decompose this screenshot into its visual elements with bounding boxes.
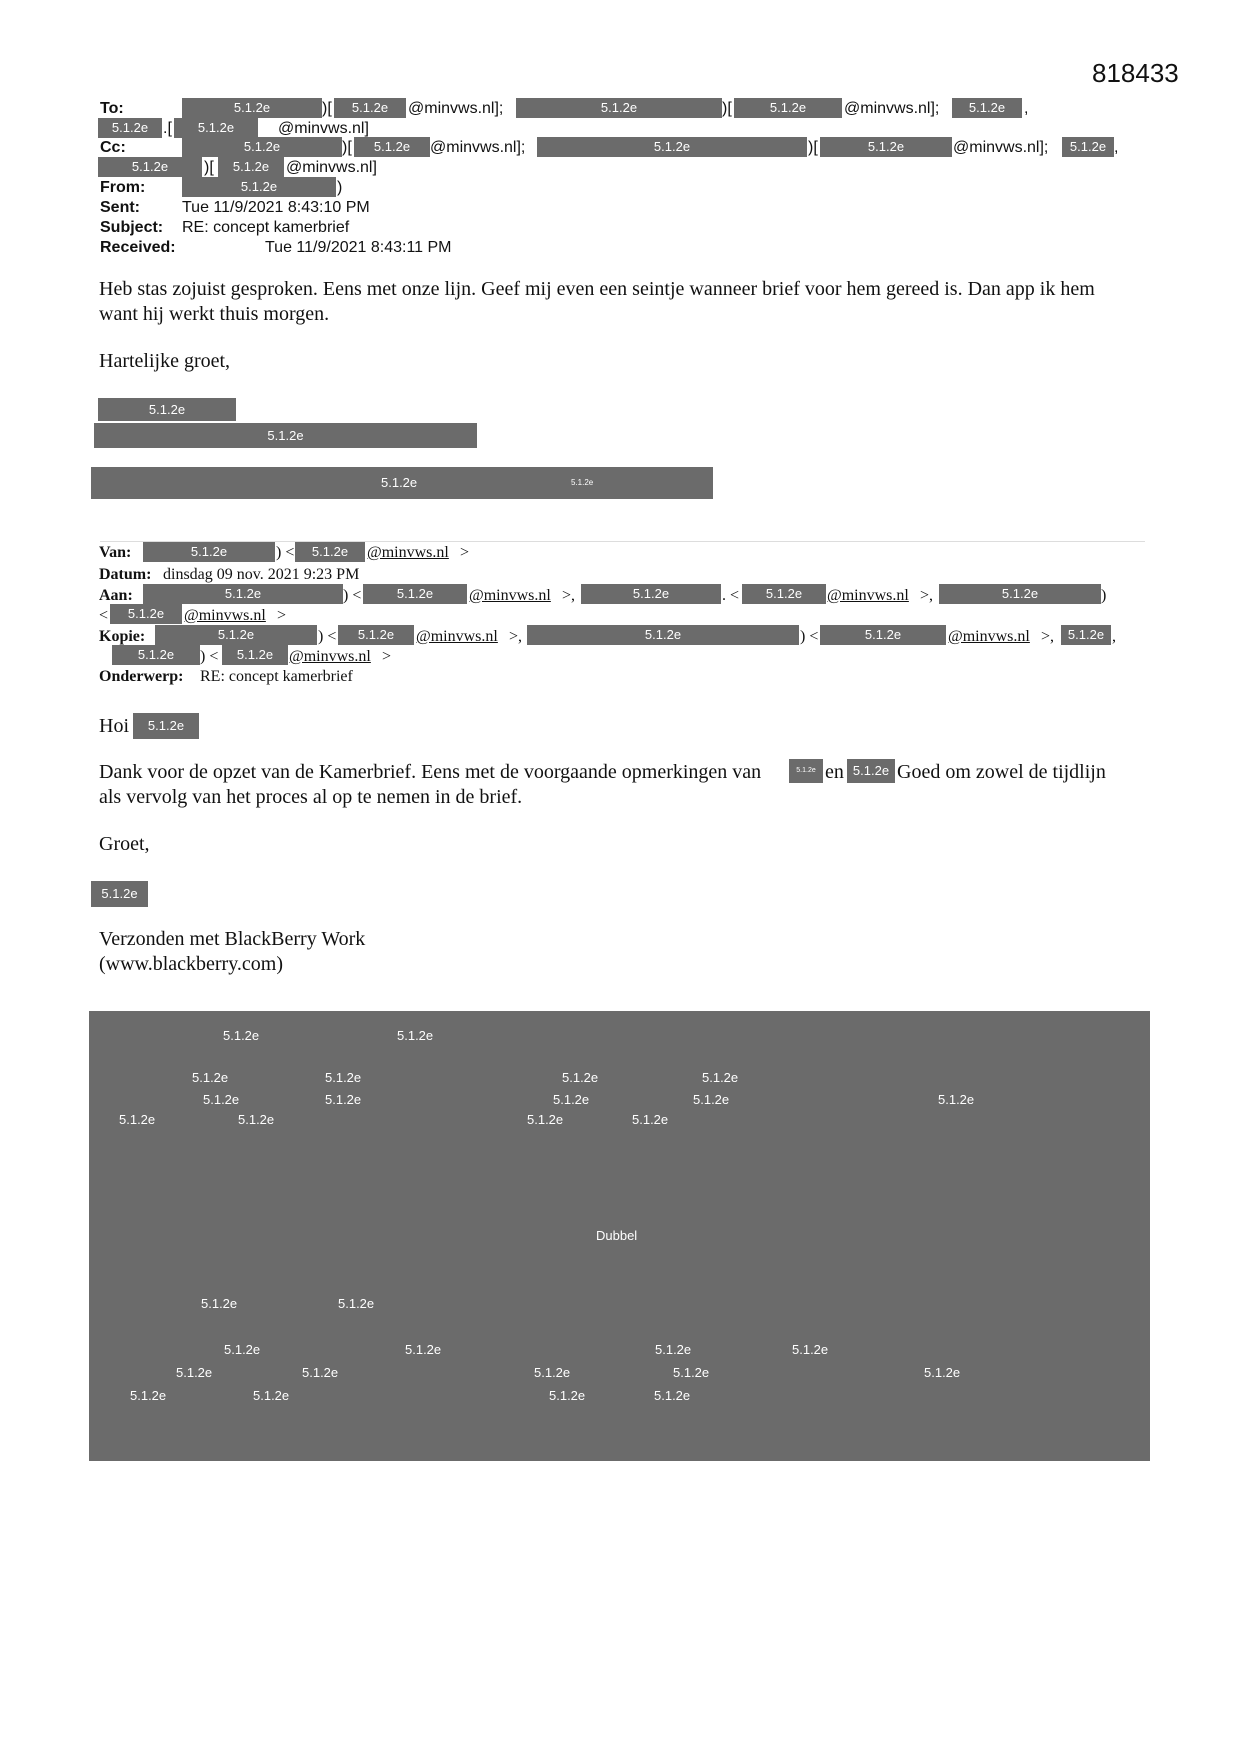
separator: ) < bbox=[318, 628, 337, 645]
redaction-label: 5.1.2e bbox=[325, 1092, 362, 1107]
signature-redaction: 5.1.2e bbox=[94, 423, 477, 448]
blackberry-line1: Verzonden met BlackBerry Work bbox=[99, 928, 366, 950]
van-label: Van: bbox=[99, 544, 132, 561]
separator: , bbox=[1112, 628, 1116, 645]
redaction-label: 5.1.2e bbox=[632, 1112, 669, 1127]
redaction-label: 5.1.2e bbox=[534, 1365, 571, 1380]
email-link[interactable]: @minvws.nl bbox=[367, 544, 449, 561]
separator: < bbox=[99, 607, 109, 624]
redaction-label: 5.1.2e bbox=[238, 1112, 275, 1127]
message2-body-line2: als vervolg van het proces al op te nemen in de brief. bbox=[99, 786, 523, 808]
separator: >, bbox=[509, 628, 523, 645]
separator: )[ bbox=[322, 100, 332, 117]
separator: > bbox=[382, 648, 392, 665]
message1-closing: Hartelijke groet, bbox=[99, 350, 231, 372]
separator: .[ bbox=[163, 120, 172, 137]
redaction: 5.1.2e bbox=[110, 604, 182, 624]
separator: >, bbox=[562, 587, 576, 604]
separator: > bbox=[460, 544, 470, 561]
redaction-label: 5.1.2e bbox=[924, 1365, 961, 1380]
email-domain: @minvws.nl]; bbox=[844, 100, 940, 117]
redaction-label: 5.1.2e bbox=[693, 1092, 730, 1107]
dubbel-label: Dubbel bbox=[596, 1228, 638, 1243]
to-label: To: bbox=[100, 100, 124, 117]
sent-value: Tue 11/9/2021 8:43:10 PM bbox=[182, 199, 370, 216]
separator: >, bbox=[1041, 628, 1055, 645]
datum-label: Datum: bbox=[99, 566, 152, 583]
email-link[interactable]: @minvws.nl bbox=[416, 628, 498, 645]
cc-label: Cc: bbox=[100, 139, 126, 156]
sent-label: Sent: bbox=[100, 199, 140, 216]
separator: > bbox=[277, 607, 287, 624]
redaction: 5.1.2e bbox=[182, 177, 336, 197]
aan-label: Aan: bbox=[99, 587, 133, 604]
redaction: 5.1.2e bbox=[354, 137, 430, 157]
redaction: 5.1.2e bbox=[820, 137, 952, 157]
email-link[interactable]: @minvws.nl bbox=[827, 587, 909, 604]
redaction-label: 5.1.2e bbox=[654, 1388, 691, 1403]
separator: ) < bbox=[343, 587, 362, 604]
redaction: 5.1.2e bbox=[155, 625, 317, 645]
separator: ) < bbox=[800, 628, 819, 645]
email-domain: @minvws.nl]; bbox=[953, 139, 1049, 156]
redaction: 5.1.2e bbox=[182, 137, 342, 157]
redaction: 5.1.2e bbox=[363, 584, 467, 604]
redaction-label: 5.1.2e bbox=[325, 1070, 362, 1085]
redaction: 5.1.2e bbox=[742, 584, 826, 604]
redaction: 5.1.2e bbox=[952, 98, 1022, 118]
signature-redaction: 5.1.2e bbox=[91, 881, 148, 907]
redaction: 5.1.2e bbox=[820, 625, 946, 645]
from-label: From: bbox=[100, 179, 146, 196]
separator: )[ bbox=[204, 159, 214, 176]
redaction: 5.1.2e bbox=[222, 645, 288, 665]
redaction-label: 5.1.2e bbox=[702, 1070, 739, 1085]
redaction: 5.1.2e bbox=[295, 542, 365, 562]
redaction: 5.1.2e bbox=[516, 98, 722, 118]
redaction-label: 5.1.2e bbox=[549, 1388, 586, 1403]
redaction: 5.1.2e bbox=[581, 584, 721, 604]
redaction: 5.1.2e bbox=[939, 584, 1101, 604]
redaction-label-tiny: 5.1.2e bbox=[571, 478, 594, 487]
signature-redaction bbox=[91, 467, 713, 499]
redaction-label: 5.1.2e bbox=[792, 1342, 829, 1357]
redaction-label: 5.1.2e bbox=[253, 1388, 290, 1403]
subject-value: RE: concept kamerbrief bbox=[182, 219, 350, 236]
separator: )[ bbox=[722, 100, 732, 117]
separator: ) < bbox=[276, 544, 295, 561]
redaction-label: 5.1.2e bbox=[176, 1365, 213, 1380]
blackberry-line2: (www.blackberry.com) bbox=[99, 953, 283, 975]
received-value: Tue 11/9/2021 8:43:11 PM bbox=[265, 239, 452, 256]
redacted-footer-block bbox=[89, 1011, 1150, 1461]
redaction: 5.1.2e bbox=[143, 542, 275, 562]
redaction: 5.1.2e bbox=[143, 584, 343, 604]
redaction: 5.1.2e bbox=[182, 98, 322, 118]
message2-body-line1a: Dank voor de opzet van de Kamerbrief. Eens met de voorgaande opmerkingen van bbox=[99, 761, 762, 783]
redaction-label: 5.1.2e bbox=[130, 1388, 167, 1403]
redaction-label: 5.1.2e bbox=[119, 1112, 156, 1127]
redaction: 5.1.2e bbox=[218, 157, 284, 177]
email-link[interactable]: @minvws.nl bbox=[948, 628, 1030, 645]
redaction: 5.1.2e bbox=[334, 98, 406, 118]
redaction-label: 5.1.2e bbox=[338, 1296, 375, 1311]
redaction-label: 5.1.2e bbox=[405, 1342, 442, 1357]
redaction: 5.1.2e bbox=[734, 98, 842, 118]
signature-redaction: 5.1.2e bbox=[98, 398, 236, 421]
message2-body-en: en bbox=[825, 761, 844, 783]
separator: )[ bbox=[342, 139, 352, 156]
message2-closing: Groet, bbox=[99, 833, 150, 855]
redaction: 5.1.2e bbox=[338, 625, 414, 645]
redaction-label: 5.1.2e bbox=[655, 1342, 692, 1357]
redaction: 5.1.2e bbox=[1062, 137, 1114, 157]
email-link[interactable]: @minvws.nl bbox=[289, 648, 371, 665]
separator: . < bbox=[722, 587, 740, 604]
email-domain: @minvws.nl]; bbox=[430, 139, 526, 156]
separator: ) < bbox=[200, 648, 219, 665]
onderwerp-label: Onderwerp: bbox=[99, 668, 184, 685]
email-link[interactable]: @minvws.nl bbox=[184, 607, 266, 624]
redaction: 5.1.2e bbox=[527, 625, 799, 645]
redaction-label: 5.1.2e bbox=[673, 1365, 710, 1380]
redaction-label: 5.1.2e bbox=[562, 1070, 599, 1085]
datum-value: dinsdag 09 nov. 2021 9:23 PM bbox=[163, 566, 360, 583]
redaction: 5.1.2e bbox=[847, 759, 895, 783]
message2-body-line1b: Goed om zowel de tijdlijn bbox=[897, 761, 1106, 783]
separator: , bbox=[1024, 100, 1029, 117]
redaction: 5.1.2e bbox=[98, 118, 162, 138]
email-domain: @minvws.nl] bbox=[278, 120, 369, 137]
redaction-label: 5.1.2e bbox=[381, 475, 418, 490]
redaction-label: 5.1.2e bbox=[224, 1342, 261, 1357]
redaction: 5.1.2e bbox=[133, 713, 199, 739]
separator: ) bbox=[337, 179, 343, 196]
redaction-small: 5.1.2e bbox=[789, 759, 823, 783]
subject-label: Subject: bbox=[100, 219, 164, 236]
message2-greeting: Hoi bbox=[99, 715, 129, 737]
email-domain: @minvws.nl]; bbox=[408, 100, 504, 117]
redaction-label: 5.1.2e bbox=[553, 1092, 590, 1107]
redaction: 5.1.2e bbox=[1061, 625, 1111, 645]
separator: , bbox=[1114, 139, 1119, 156]
redaction-label: 5.1.2e bbox=[192, 1070, 229, 1085]
redaction-label: 5.1.2e bbox=[203, 1092, 240, 1107]
redaction: 5.1.2e bbox=[174, 118, 258, 138]
message1-body-line1: Heb stas zojuist gesproken. Eens met onze lijn. Geef mij even een seintje wanneer brief voor hem gereed is. Dan app ik hem bbox=[99, 278, 1095, 300]
redaction: 5.1.2e bbox=[537, 137, 807, 157]
message1-body-line2: want hij werkt thuis morgen. bbox=[99, 303, 330, 325]
redaction-label: 5.1.2e bbox=[527, 1112, 564, 1127]
redaction: 5.1.2e bbox=[98, 157, 202, 177]
redaction-label: 5.1.2e bbox=[938, 1092, 975, 1107]
onderwerp-value: RE: concept kamerbrief bbox=[200, 668, 353, 685]
redaction-label: 5.1.2e bbox=[397, 1028, 434, 1043]
received-label: Received: bbox=[100, 239, 176, 256]
separator: ) bbox=[1101, 587, 1107, 604]
email-domain: @minvws.nl] bbox=[286, 159, 377, 176]
separator: >, bbox=[920, 587, 934, 604]
redaction-label: 5.1.2e bbox=[201, 1296, 238, 1311]
separator: )[ bbox=[808, 139, 818, 156]
redaction-label: 5.1.2e bbox=[302, 1365, 339, 1380]
document-number: 818433 bbox=[1092, 58, 1179, 88]
redaction-label: 5.1.2e bbox=[223, 1028, 260, 1043]
email-link[interactable]: @minvws.nl bbox=[469, 587, 551, 604]
kopie-label: Kopie: bbox=[99, 628, 146, 645]
redaction: 5.1.2e bbox=[112, 645, 200, 665]
